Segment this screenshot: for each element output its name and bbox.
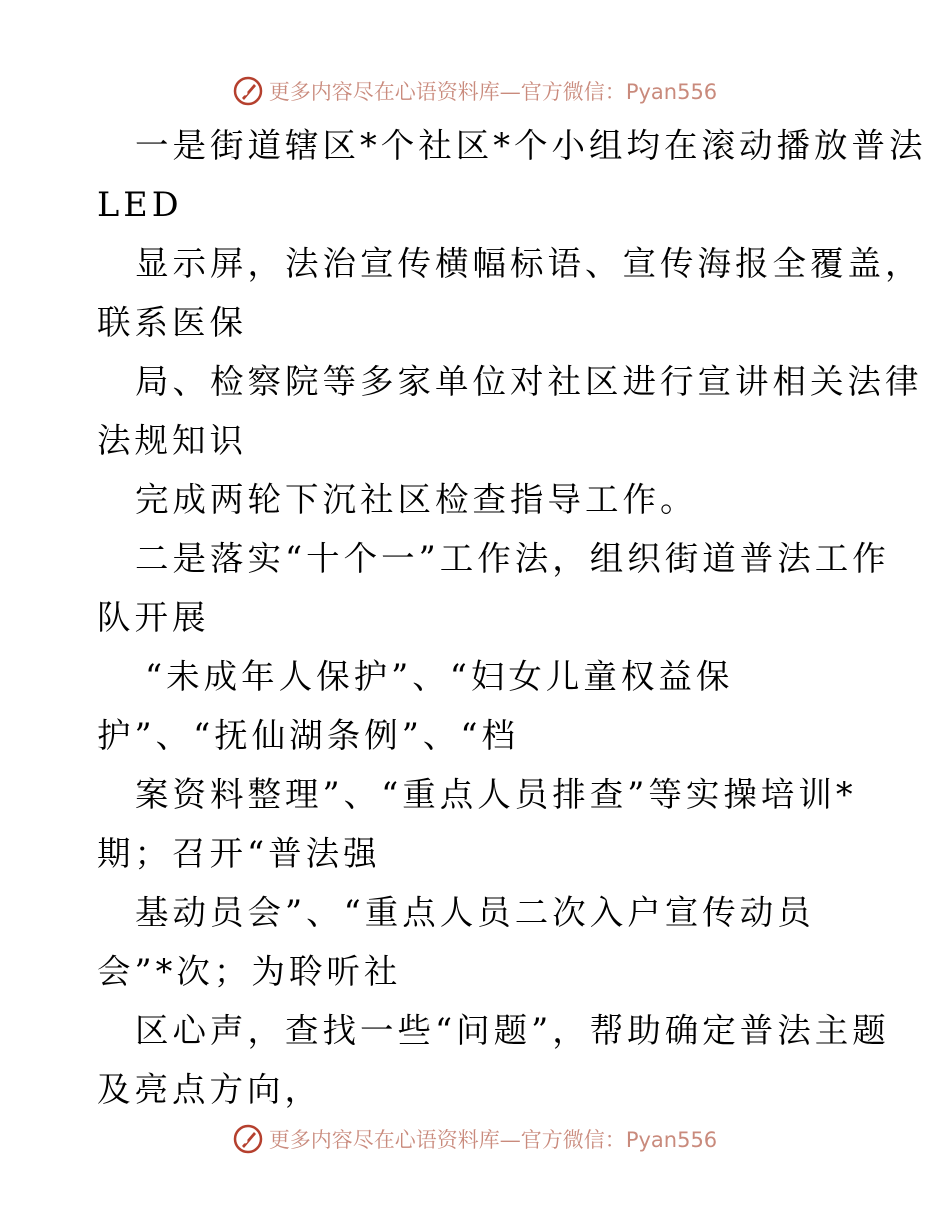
quill-circle-icon — [233, 1124, 263, 1154]
text-line: 护”、“抚仙湖条例”、“档 — [97, 716, 520, 755]
text-line: 会”*次；为聆听社 — [97, 952, 402, 991]
text-line: 完成两轮下沉社区检查指导工作。 — [135, 480, 698, 519]
text-line: 及亮点方向， — [97, 1070, 322, 1109]
text-line: 法规知识 — [97, 421, 247, 460]
text-line: 区心声，查找一些“问题”，帮助确定普法主题 — [135, 1011, 890, 1050]
text-line: 队开展 — [97, 598, 210, 637]
text-line: 联系医保 — [97, 303, 247, 342]
watermark-text: 更多内容尽在心语资料库—官方微信：Pyan556 — [268, 80, 718, 104]
text-line: 二是落实“十个一”工作法，组织街道普法工作 — [135, 539, 890, 578]
text-line: “未成年人保护”、“妇女儿童权益保 — [145, 657, 734, 696]
watermark-footer — [0, 1119, 950, 1159]
text-line: 期；召开“普法强 — [97, 834, 381, 873]
watermark-text: 更多内容尽在心语资料库—官方微信：Pyan556 — [268, 1128, 718, 1152]
text-line: 案资料整理”、“重点人员排查”等实操培训* — [135, 775, 857, 814]
text-line: 基动员会”、“重点人员二次入户宣传动员 — [135, 893, 815, 932]
watermark-header — [0, 71, 950, 111]
text-line: LED — [97, 185, 183, 224]
text-line: 一是街道辖区*个社区*个小组均在滚动播放普法 — [135, 126, 927, 165]
text-line: 局、检察院等多家单位对社区进行宣讲相关法律 — [135, 362, 923, 401]
document-body — [97, 116, 927, 1119]
text-line: 显示屏，法治宣传横幅标语、宣传海报全覆盖， — [135, 244, 923, 283]
quill-circle-icon — [233, 76, 263, 106]
